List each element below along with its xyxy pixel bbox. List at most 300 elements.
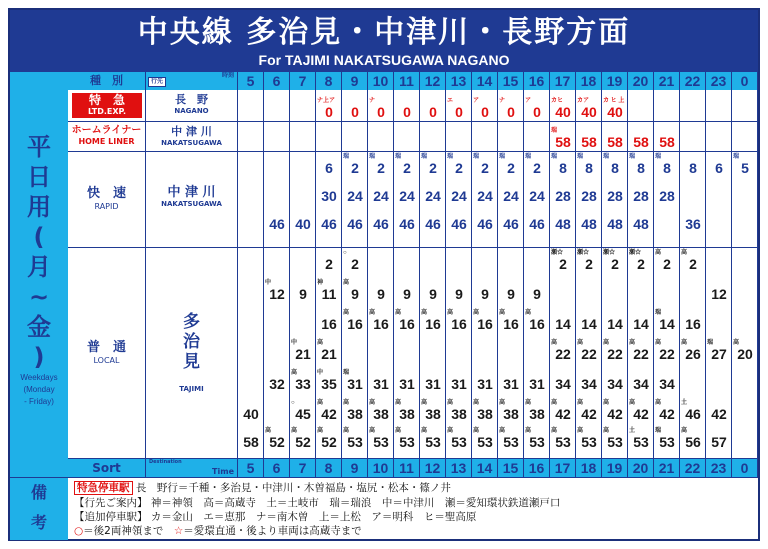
departure-minute: 22 [659,346,675,362]
departure-minute: 14 [581,316,597,332]
departure-minute: 38 [373,406,389,422]
departure-minute: 9 [507,286,515,302]
hour-header-18: 18 [576,72,602,90]
departure-cell [316,210,342,231]
departure-minute: 28 [555,188,571,204]
departure-minute: 48 [607,216,623,232]
departure-cell [368,98,394,119]
departure-minute: 2 [585,256,593,272]
departure-minute: 58 [581,134,597,150]
departure-cell [654,340,680,361]
departure-cell [394,400,420,421]
departure-minute: 58 [243,434,259,450]
departure-cell [602,210,628,231]
departure-minute: 22 [607,346,623,362]
departure-minute: 53 [347,434,363,450]
departure-mark: 瀬☆ [629,250,642,256]
departure-minute: 28 [607,188,623,204]
departure-minute: 46 [425,216,441,232]
departure-minute: 12 [269,286,285,302]
ltd-stops-text: 長 野行＝千種・多治見・中津川・木曽福島・塩尻・松本・篠ノ井 [135,482,451,494]
remarks-heading [10,478,68,540]
departure-mark: カヒ [551,98,564,104]
departure-mark: 高 [473,400,480,406]
departure-minute: 53 [451,434,467,450]
departure-minute: 31 [451,376,467,392]
departure-cell [394,310,420,331]
star-mark-icon: ☆ [173,525,184,537]
departure-cell [342,400,368,421]
hour-footer-23: 23 [706,459,732,477]
grid-cell-0-5 [238,90,264,122]
type-name: ホームライナー [71,125,142,136]
departure-cell [550,340,576,361]
departure-cell [732,154,758,175]
dest-cell-0 [146,90,238,122]
departure-minute: 0 [377,104,385,120]
departure-mark: 高 [291,370,298,376]
weekday-label [10,132,68,372]
departure-minute: 24 [399,188,415,204]
departure-minute: 22 [555,346,571,362]
grid-cell-0-6 [264,90,290,122]
departure-mark: 高 [265,428,272,434]
departure-minute: 8 [663,160,671,176]
departure-minute: 53 [425,434,441,450]
departure-minute: 42 [633,406,649,422]
type-name-en: HOME LINER [78,137,135,146]
departure-minute: 21 [321,346,337,362]
departure-mark: 瑞 [629,154,636,160]
departure-minute: 46 [503,216,519,232]
departure-mark: 高 [447,310,454,316]
departure-cell [316,154,342,175]
departure-mark: 高 [421,400,428,406]
star-mark-text: ＝愛環直通・後より車両は高蔵寺まで [183,525,362,537]
departure-minute: 24 [451,188,467,204]
hour-header-7: 7 [290,72,316,90]
departure-mark: 瑞 [499,154,506,160]
dest-footer-label: Destination [149,459,182,465]
departure-cell [290,280,316,301]
departure-cell [628,340,654,361]
departure-cell [602,310,628,331]
departure-cell [446,310,472,331]
hour-footer-5: 5 [238,459,264,477]
departure-minute: 24 [503,188,519,204]
departure-mark: 高 [499,400,506,406]
departure-cell [472,370,498,391]
hour-footer-0: 0 [732,459,758,477]
departure-mark: 瑞 [395,154,402,160]
departure-minute: 40 [243,406,259,422]
weekday-char: ~ [28,283,50,311]
departure-cell [576,428,602,449]
departure-cell [368,182,394,203]
departure-cell [472,310,498,331]
departure-minute: 28 [659,188,675,204]
departure-mark: 土 [629,428,636,434]
departure-minute: 14 [659,316,675,332]
departure-mark: 高 [655,250,662,256]
departure-mark: 高 [421,428,428,434]
departure-minute: 2 [325,256,333,272]
departure-cell [446,154,472,175]
departure-minute: 26 [685,346,701,362]
departure-minute: 45 [295,406,311,422]
departure-minute: 28 [581,188,597,204]
departure-minute: 48 [633,216,649,232]
departure-minute: 8 [585,160,593,176]
departure-minute: 9 [455,286,463,302]
departure-cell [316,280,342,301]
departure-cell [524,370,550,391]
departure-cell [602,370,628,391]
departure-mark: 神 [317,280,324,286]
weekday-char: ( [33,223,45,251]
departure-cell [550,182,576,203]
type-cell-0 [68,90,146,122]
hour-footer-21: 21 [654,459,680,477]
departure-cell [550,98,576,119]
departure-mark: 高 [447,428,454,434]
departure-cell [576,128,602,149]
type-cell-3 [68,248,146,459]
dest-name: 多治見 [183,312,200,372]
departure-minute: 28 [633,188,649,204]
departure-minute: 16 [399,316,415,332]
departure-minute: 24 [477,188,493,204]
departure-minute: 53 [373,434,389,450]
departure-minute: 2 [351,160,359,176]
departure-minute: 46 [399,216,415,232]
grid-cell-1-7 [290,122,316,152]
departure-minute: 40 [607,104,623,120]
departure-cell [446,182,472,203]
departure-minute: 16 [503,316,519,332]
departure-cell [472,400,498,421]
hour-header-6: 6 [264,72,290,90]
departure-cell [550,370,576,391]
hour-footer-15: 15 [498,459,524,477]
departure-minute: 48 [581,216,597,232]
grid-cell-0-22 [680,90,706,122]
remarks-line-extra-stops: 【追加停車駅】 カ＝金山 エ＝恵那 ナ＝南木曽 上＝上松 ア＝明科 ヒ＝聖高原 [74,511,477,523]
departure-minute: 22 [581,346,597,362]
departure-minute: 52 [295,434,311,450]
grid-cell-1-0 [732,122,758,152]
departure-minute: 33 [295,376,311,392]
departure-cell [550,128,576,149]
grid-cell-1-8 [316,122,342,152]
departure-minute: 2 [533,160,541,176]
remarks-line-symbols [74,524,362,538]
departure-minute: 0 [455,104,463,120]
departure-minute: 20 [737,346,753,362]
departure-minute: 42 [555,406,571,422]
page-title: 中央線 多治見・中津川・長野方面 [137,15,631,50]
departure-mark: 瑞 [603,154,610,160]
departure-minute: 40 [581,104,597,120]
departure-cell [576,310,602,331]
grid-cell-1-15 [498,122,524,152]
departure-cell [394,428,420,449]
type-name: 快 速 [86,186,126,201]
departure-minute: 27 [711,346,727,362]
departure-cell [680,310,706,331]
departure-mark: 高 [681,340,688,346]
departure-mark: 高 [343,400,350,406]
departure-cell [264,370,290,391]
departure-cell [680,428,706,449]
grid-cell-1-11 [394,122,420,152]
grid-cell-0-7 [290,90,316,122]
departure-minute: 38 [425,406,441,422]
departure-cell [368,310,394,331]
departure-cell [628,210,654,231]
departure-cell [550,250,576,271]
departure-cell [368,428,394,449]
departure-cell [342,182,368,203]
departure-minute: 6 [715,160,723,176]
departure-cell [446,370,472,391]
departure-cell [550,400,576,421]
weekday-char: 平 [27,133,51,161]
departure-cell [524,428,550,449]
circle-mark-icon: ○ [74,525,84,537]
departure-minute: 53 [555,434,571,450]
departure-minute: 16 [451,316,467,332]
departure-minute: 8 [637,160,645,176]
dest-time-header [146,72,238,90]
departure-mark: 高 [447,400,454,406]
departure-cell [498,182,524,203]
departure-cell [524,400,550,421]
hour-header-12: 12 [420,72,446,90]
departure-mark: 高 [395,310,402,316]
weekday-char: 金 [27,313,51,341]
departure-mark: 高 [499,310,506,316]
dest-cell-1 [146,122,238,152]
departure-minute: 31 [529,376,545,392]
hour-header-15: 15 [498,72,524,90]
departure-cell [654,428,680,449]
grid-cell-2-5 [238,152,264,248]
departure-mark: 高 [603,428,610,434]
departure-minute: 46 [529,216,545,232]
hour-header-23: 23 [706,72,732,90]
departure-minute: 14 [555,316,571,332]
departure-mark: 高 [629,400,636,406]
departure-cell [316,250,342,271]
departure-mark: 高 [681,250,688,256]
departure-cell [290,370,316,391]
departure-minute: 53 [633,434,649,450]
departure-minute: 38 [503,406,519,422]
departure-minute: 9 [429,286,437,302]
departure-minute: 53 [399,434,415,450]
hour-footer-9: 9 [342,459,368,477]
departure-cell [472,182,498,203]
departure-mark: 土 [681,400,688,406]
departure-minute: 0 [325,104,333,120]
departure-cell [446,400,472,421]
departure-cell [342,310,368,331]
departure-cell [628,370,654,391]
departure-cell [316,428,342,449]
departure-mark: ナ [369,98,376,104]
departure-minute: 2 [507,160,515,176]
departure-minute: 31 [399,376,415,392]
departure-cell [498,98,524,119]
departure-minute: 53 [607,434,623,450]
departure-minute: 38 [529,406,545,422]
sort-footer: Sort [68,459,146,477]
departure-minute: 53 [503,434,519,450]
departure-mark: 高 [603,340,610,346]
departure-minute: 46 [685,406,701,422]
departure-cell [420,154,446,175]
departure-cell [342,250,368,271]
departure-minute: 2 [481,160,489,176]
departure-cell [680,400,706,421]
time-header-label: 時刻 [221,72,234,79]
departure-cell [342,428,368,449]
departure-minute: 16 [529,316,545,332]
departure-cell [316,310,342,331]
grid-cell-1-23 [706,122,732,152]
departure-cell [706,340,732,361]
ltd-exp-badge [72,93,142,118]
departure-minute: 58 [659,134,675,150]
departure-mark: 瀬☆ [551,250,564,256]
hour-footer-10: 10 [368,459,394,477]
departure-cell [602,182,628,203]
departure-minute: 53 [529,434,545,450]
departure-mark: ア [525,98,532,104]
departure-minute: 0 [507,104,515,120]
hour-footer-16: 16 [524,459,550,477]
departure-cell [550,154,576,175]
departure-cell [316,182,342,203]
grid-cell-0-23 [706,90,732,122]
departure-minute: 16 [321,316,337,332]
departure-mark: 瑞 [447,154,454,160]
grid-cell-1-12 [420,122,446,152]
hour-header-22: 22 [680,72,706,90]
departure-cell [394,370,420,391]
departure-cell [394,182,420,203]
departure-cell [420,182,446,203]
grid-cell-2-6 [264,152,290,248]
departure-mark: 高 [395,428,402,434]
title-bar [10,10,758,72]
departure-cell [446,280,472,301]
departure-mark: 高 [343,428,350,434]
departure-cell [524,154,550,175]
hour-header-16: 16 [524,72,550,90]
departure-minute: 42 [607,406,623,422]
departure-cell [550,210,576,231]
departure-cell [628,250,654,271]
departure-minute: 46 [321,216,337,232]
weekday-en-line: Weekdays [20,373,58,382]
hour-header-14: 14 [472,72,498,90]
departure-cell [420,310,446,331]
departure-minute: 2 [637,256,645,272]
departure-minute: 58 [633,134,649,150]
circle-mark-text: ＝後2両神領まで [83,525,174,537]
departure-minute: 31 [503,376,519,392]
departure-mark: 高 [577,428,584,434]
departure-cell [576,182,602,203]
departure-mark: 瑞 [421,154,428,160]
departure-cell [342,210,368,231]
departure-cell [524,182,550,203]
departure-mark: 高 [369,310,376,316]
departure-mark: 高 [291,428,298,434]
type-name-en: RAPID [94,202,119,211]
dest-cell-2 [146,152,238,248]
departure-minute: 52 [321,434,337,450]
departure-minute: 31 [373,376,389,392]
dest-name: 長 野 [175,93,208,106]
departure-cell [628,154,654,175]
departure-cell [680,340,706,361]
departure-cell [394,98,420,119]
departure-cell [238,428,264,449]
departure-cell [628,428,654,449]
departure-cell [706,154,732,175]
departure-minute: 9 [533,286,541,302]
type-name-en: LOCAL [93,355,120,365]
type-name: 普 通 [86,339,126,355]
departure-cell [550,428,576,449]
hour-header-13: 13 [446,72,472,90]
departure-minute: 2 [689,256,697,272]
departure-minute: 24 [529,188,545,204]
departure-cell [654,370,680,391]
hour-header-9: 9 [342,72,368,90]
departure-minute: 40 [295,216,311,232]
type-header: 種 別 [68,72,146,90]
grid-cell-2-7 [290,152,316,248]
departure-cell [290,400,316,421]
departure-mark: 高 [369,400,376,406]
departure-mark: 瑞 [343,370,350,376]
departure-cell [394,280,420,301]
departure-cell [342,280,368,301]
departure-mark: カア [577,98,590,104]
departure-cell [706,428,732,449]
departure-minute: 52 [269,434,285,450]
hour-footer-11: 11 [394,459,420,477]
departure-mark: 高 [473,310,480,316]
departure-cell [628,128,654,149]
departure-cell [654,310,680,331]
hour-header-11: 11 [394,72,420,90]
departure-mark: 瑞 [733,154,740,160]
departure-cell [290,210,316,231]
departure-mark: 高 [473,428,480,434]
departure-mark: 中 [291,340,298,346]
departure-cell [550,310,576,331]
departure-cell [576,98,602,119]
hour-footer-20: 20 [628,459,654,477]
departure-minute: 14 [633,316,649,332]
departure-minute: 2 [403,160,411,176]
departure-mark: 瑞 [655,428,662,434]
